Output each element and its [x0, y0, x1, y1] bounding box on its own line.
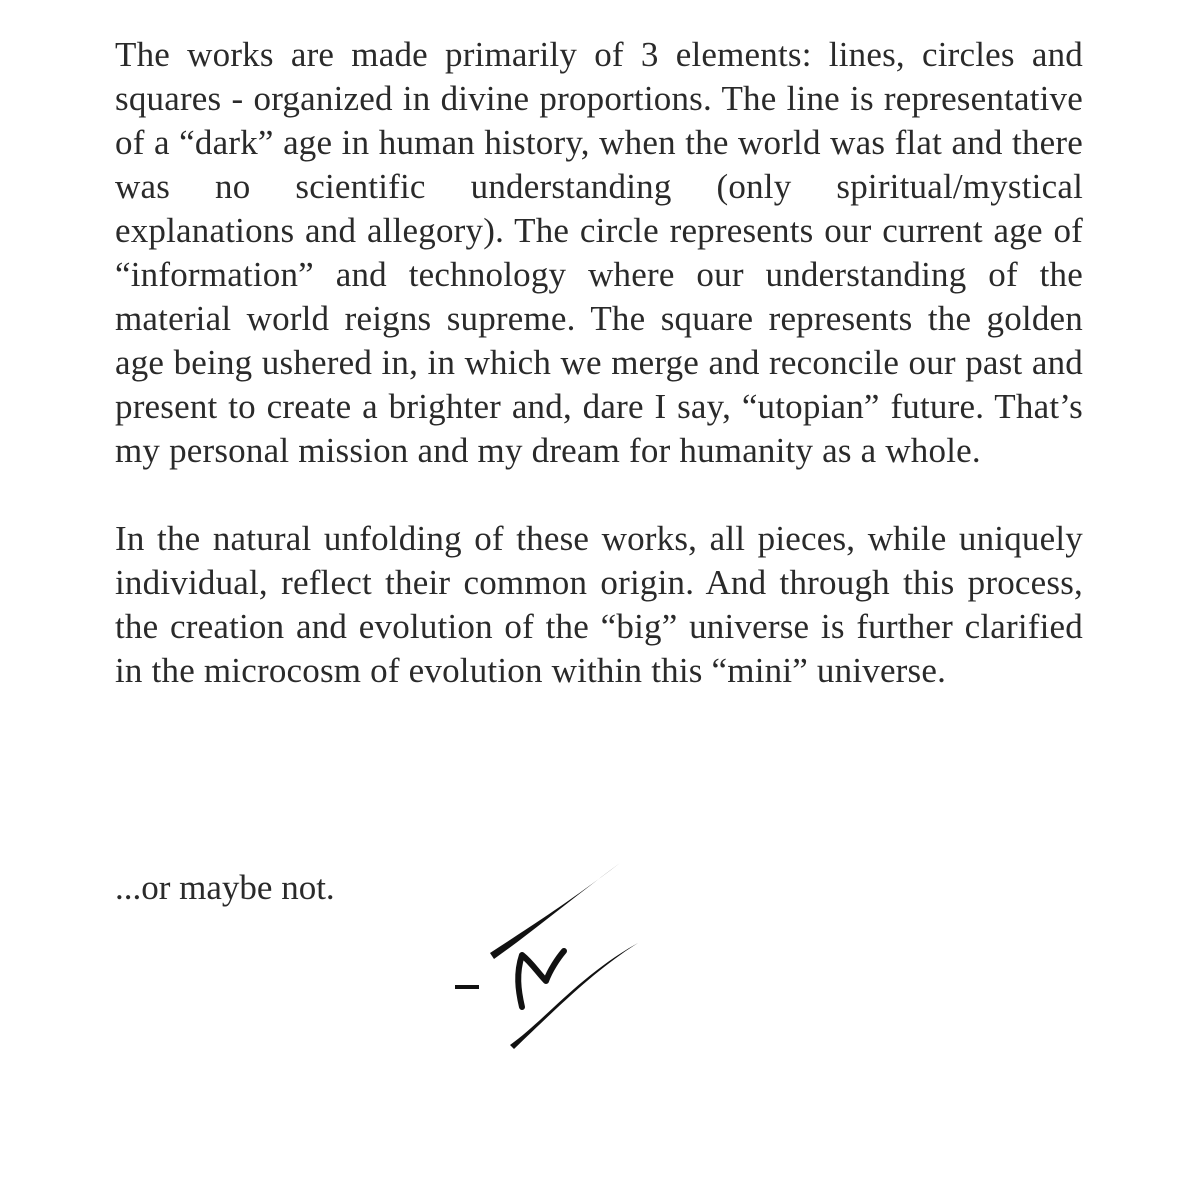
signature-dash [455, 985, 479, 989]
signature-drawing [450, 855, 650, 1055]
closing-line: ...or maybe not. [115, 868, 335, 907]
document-body [115, 33, 1083, 693]
signature-upper-stroke [490, 863, 620, 959]
signature-letter-stroke [518, 951, 564, 1007]
paragraph-evolution: In the natural unfolding of these works, all pieces, while uniquely individual, reflect their common origin. And through this process, the creation and evolution of the “big” universe is further clarified in the microcosm of evolution within this “mini” universe. [115, 519, 1083, 690]
handwritten-signature-icon [450, 855, 650, 1055]
paragraph-elements: The works are made primarily of 3 elements: lines, circles and squares - organized in divine proportions. The line is representative of a “dark” age in human history, when the world was flat and there was no scientific understanding (only spiritual/mystical explanations and allegory). The circle represents our current age of “information” and technology where our understanding of the material world reigns supreme. The square represents the golden age being ushered in, in which we merge and reconcile our past and present to create a brighter and, dare I say, “utopian” future. That’s my personal mission and my dream for humanity as a whole. [115, 35, 1083, 470]
